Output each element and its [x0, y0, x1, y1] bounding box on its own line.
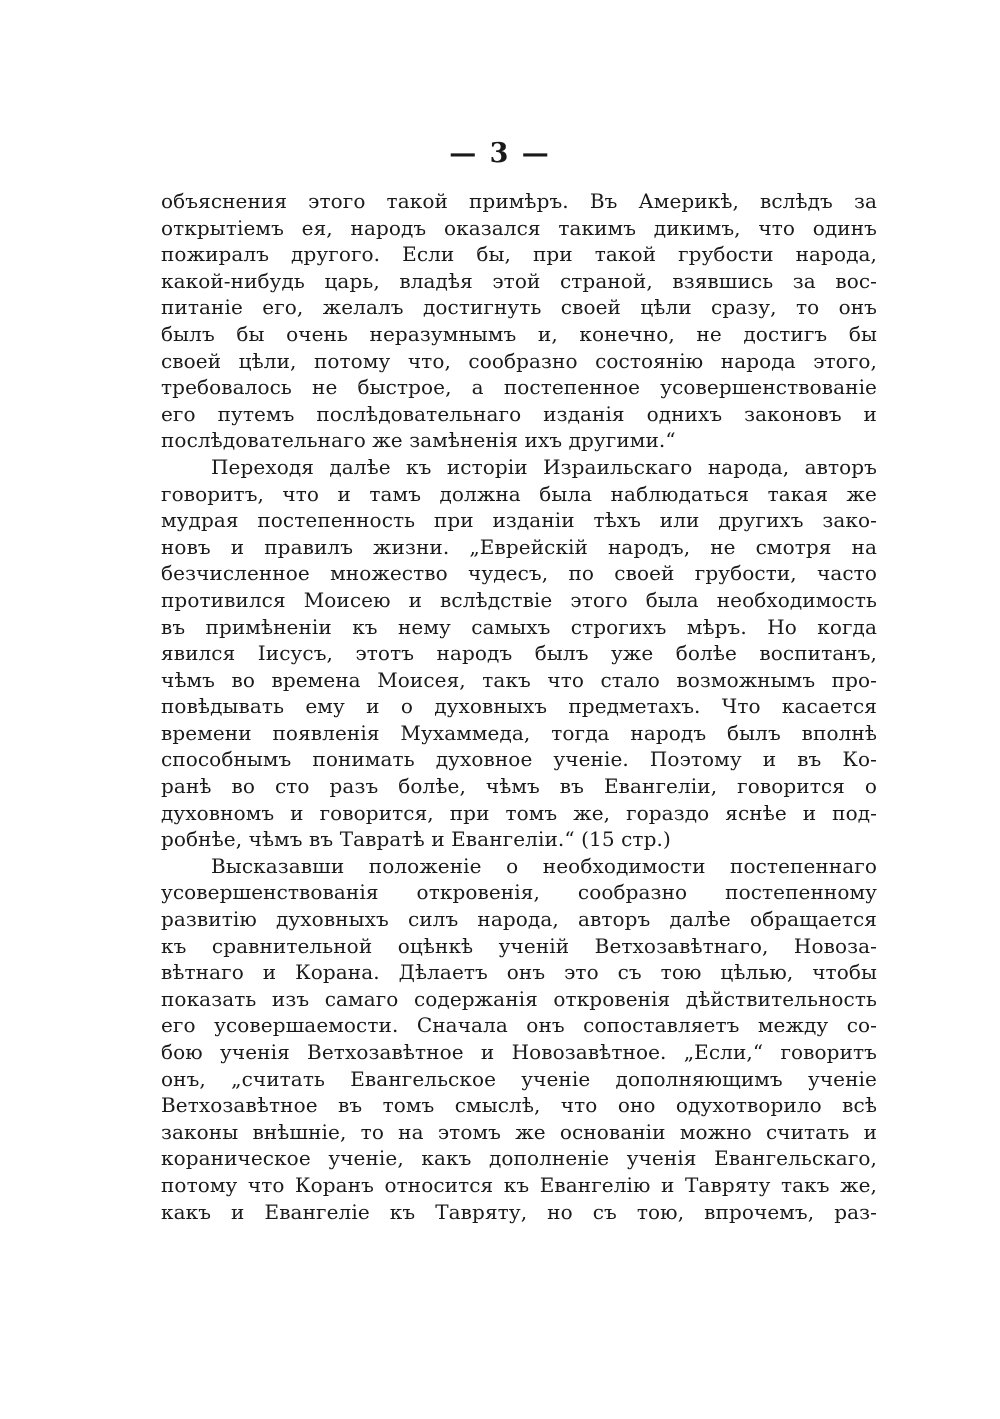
text-line: противился Моисею и вслѣдствіе этого была необходимость: [161, 587, 877, 612]
text-line: законы внѣшніе, то на этомъ же основаніи можно считать и: [161, 1119, 877, 1144]
text-line: робнѣе, чѣмъ въ Тавратѣ и Евангеліи.“ (15 стр.): [161, 827, 671, 852]
text-line: чѣмъ во времена Моисея, такъ что стало возможнымъ про-: [161, 667, 877, 692]
text-line: былъ бы очень неразумнымъ и, конечно, не достигъ бы: [161, 321, 877, 346]
text-line: духовномъ и говорится, при томъ же, гораздо яснѣе и под-: [161, 800, 877, 825]
text-line: времени появленія Мухаммеда, тогда народъ былъ вполнѣ: [161, 720, 877, 745]
text-line: мудрая постепенность при изданіи тѣхъ или другихъ зако-: [161, 508, 877, 533]
text-line: усовершенствованія откровенія, сообразно постепенному: [161, 880, 877, 905]
text-line: вѣтнаго и Корана. Дѣлаетъ онъ это съ тою цѣлью, чтобы: [161, 960, 877, 985]
text-line: кораническое ученіе, какъ дополненіе ученія Евангельскаго,: [161, 1146, 877, 1171]
paragraph-first-line: Высказавши положеніе о необходимости постепеннаго: [211, 853, 877, 878]
text-line: явился Іисусъ, этотъ народъ былъ уже болѣе воспитанъ,: [161, 641, 877, 666]
text-line: открытіемъ ея, народъ оказался такимъ дикимъ, что одинъ: [161, 215, 877, 240]
text-line: онъ, „считать Евангельское ученіе дополняющимъ ученіе: [161, 1066, 877, 1091]
text-line: послѣдовательнаго же замѣненія ихъ другими.“: [161, 428, 676, 453]
text-line: говоритъ, что и тамъ должна была наблюдаться такая же: [161, 481, 877, 506]
text-line: объяснения этого такой примѣръ. Въ Америкѣ, вслѣдъ за: [161, 189, 877, 213]
text-line: способнымъ понимать духовное ученіе. Поэтому и въ Ко-: [161, 747, 877, 772]
paragraph-first-line: Переходя далѣе къ исторіи Израильскаго народа, авторъ: [211, 454, 877, 479]
text-line: своей цѣли, потому что, сообразно состоянію народа этого,: [161, 348, 877, 373]
page-number: — 3 —: [449, 138, 551, 169]
text-line: къ сравнительной оцѣнкѣ ученій Ветхозавѣтнаго, Новоза-: [161, 933, 877, 958]
body-text: [161, 188, 877, 1225]
text-line: питаніе его, желалъ достигнуть своей цѣли сразу, то онъ: [161, 295, 877, 320]
text-line: Ветхозавѣтное въ томъ смыслѣ, что оно одухотворило всѣ: [161, 1093, 877, 1118]
text-line: показать изъ самаго содержанія откровенія дѣйствительность: [161, 986, 877, 1011]
text-line: бою ученія Ветхозавѣтное и Новозавѣтное. „Если,“ говоритъ: [161, 1040, 877, 1064]
text-line: въ примѣненіи къ нему самыхъ строгихъ мѣръ. Но когда: [161, 614, 877, 639]
text-line: развитію духовныхъ силъ народа, авторъ далѣе обращается: [161, 907, 877, 932]
text-line: новъ и правилъ жизни. „Еврейскій народъ, не смотря на: [161, 534, 877, 559]
text-line: повѣдывать ему и о духовныхъ предметахъ. Что касается: [161, 694, 877, 719]
text-line: какъ и Евангеліе къ Тавряту, но съ тою, впрочемъ, раз-: [161, 1199, 877, 1224]
text-line: безчисленное множество чудесъ, по своей грубости, часто: [161, 561, 877, 586]
text-line: ранѣ во сто разъ болѣе, чѣмъ въ Евангеліи, говорится о: [161, 774, 877, 799]
text-line: его путемъ послѣдовательнаго изданія однихъ законовъ и: [161, 401, 877, 426]
text-line: требовалось не быстрое, а постепенное усовершенствованіе: [161, 375, 877, 400]
text-line: пожиралъ другого. Если бы, при такой грубости народа,: [161, 242, 877, 267]
text-line: его усовершаемости. Сначала онъ сопоставляетъ между со-: [161, 1013, 877, 1038]
text-line: какой-нибудь царь, владѣя этой страной, взявшись за вос-: [161, 268, 877, 293]
text-line: потому что Коранъ относится къ Евангелію и Тавряту такъ же,: [161, 1172, 877, 1197]
